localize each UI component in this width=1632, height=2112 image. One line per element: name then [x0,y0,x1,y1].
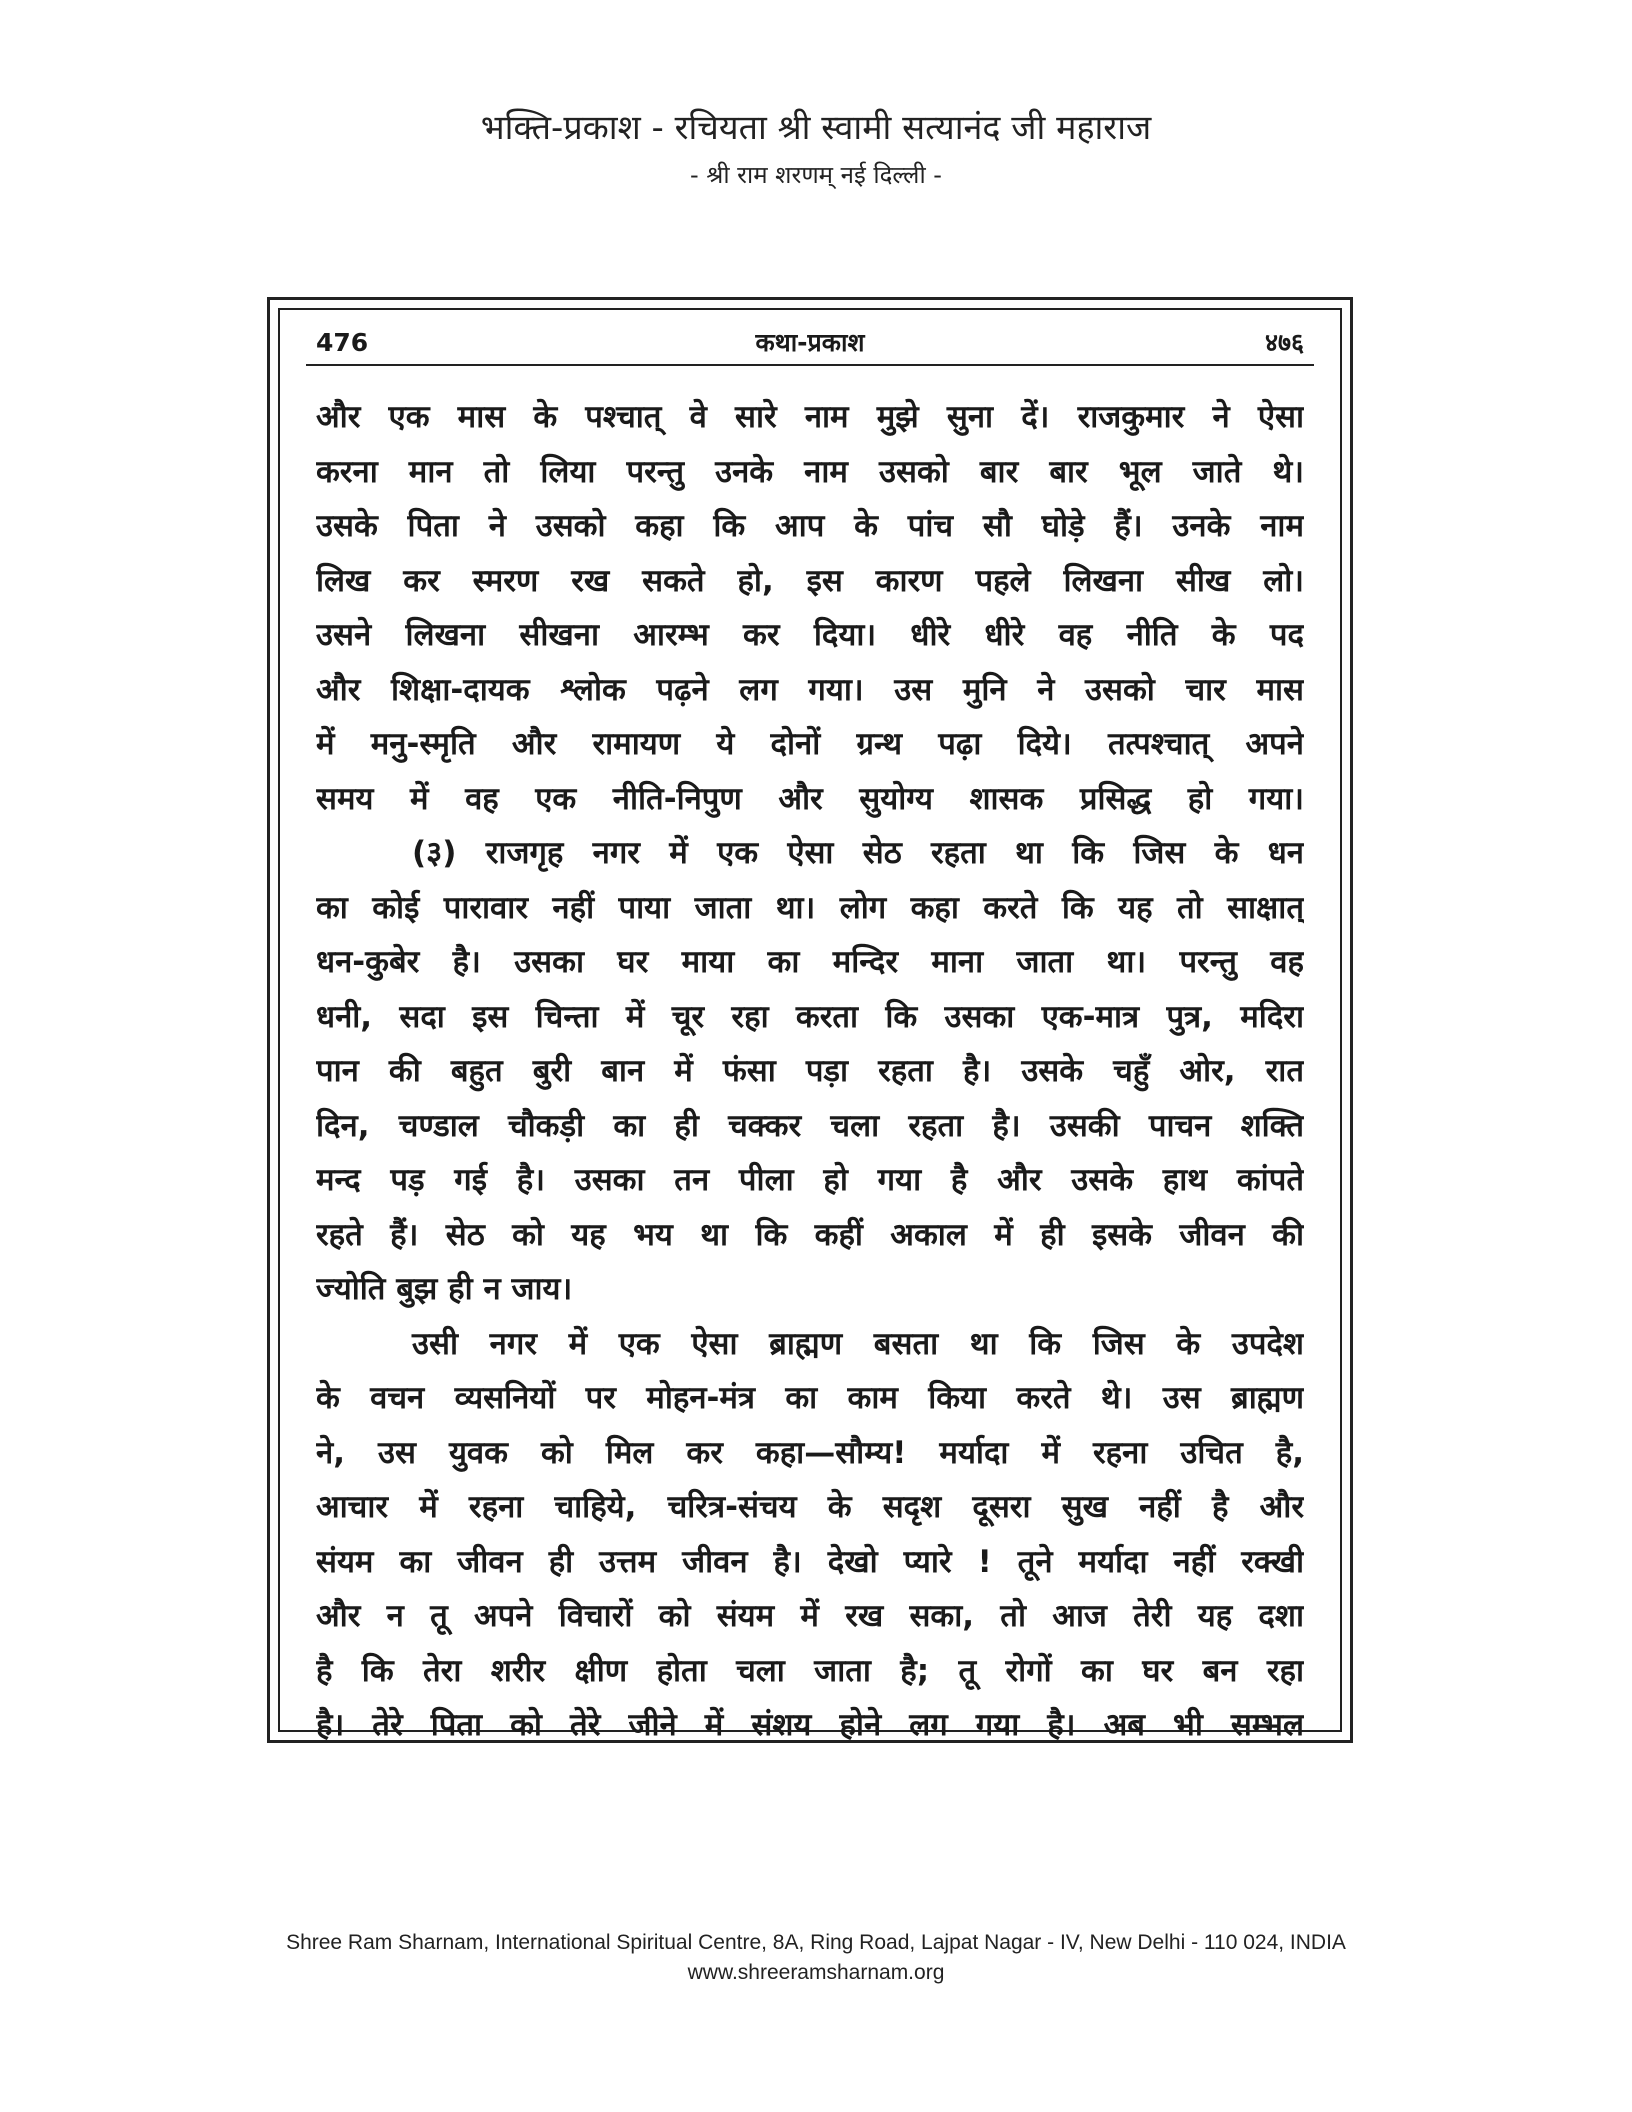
text-line: ने, उस युवक को मिल कर कहा—सौम्य! मर्यादा में रहना उचित है, [316,1434,1304,1471]
page-frame-inner [278,308,1342,1743]
text-line: पान की बहुत बुरी बान में फंसा पड़ा रहता है। उसके चहुँ ओर, रात [316,1053,1304,1089]
body-text [316,390,1304,1753]
text-line: है। तेरे पिता को तेरे जीने में संशय होने लग गया है। अब भी सम्भल [316,1707,1304,1743]
document-header [0,105,1632,191]
text-line: संयम का जीवन ही उत्तम जीवन है। देखो प्यारे ! तूने मर्यादा नहीं रक्खी [316,1543,1304,1580]
page-frame [267,297,1353,1743]
text-line: और शिक्षा-दायक श्लोक पढ़ने लग गया। उस मुनि ने उसको चार मास [316,671,1304,708]
paragraph-start-line: (३) राजगृह नगर में एक ऐसा सेठ रहता था कि जिस के धन [412,835,1304,871]
text-line: उसने लिखना सीखना आरम्भ कर दिया। धीरे धीरे वह नीति के पद [316,617,1304,653]
text-line: मन्द पड़ गई है। उसका तन पीला हो गया है और उसके हाथ कांपते [316,1162,1304,1198]
text-line: और एक मास के पश्चात् वे सारे नाम मुझे सुना दें। राजकुमार ने ऐसा [316,399,1304,435]
page-running-header [306,322,1314,366]
publisher-line: - श्री राम शरणम् नई दिल्ली - [690,161,942,189]
footer-address: Shree Ram Sharnam, International Spiritual Centre, 8A, Ring Road, Lajpat Nagar - IV, New Delhi - 110 024, INDIA [286,1931,1346,1954]
text-line: के वचन व्यसनियों पर मोहन-मंत्र का काम किया करते थे। उस ब्राह्मण [316,1380,1304,1416]
chapter-title: कथा-प्रकाश [755,328,865,357]
page-number-arabic: 476 [316,328,369,357]
paragraph-start-line: उसी नगर में एक ऐसा ब्राह्मण बसता था कि जिस के उपदेश [412,1325,1304,1362]
text-line: है कि तेरा शरीर क्षीण होता चला जाता है; तू रोगों का घर बन रहा [316,1652,1304,1689]
text-line: में मनु-स्मृति और रामायण ये दोनों ग्रन्थ पढ़ा दिये। तत्पश्चात् अपने [316,726,1304,762]
text-line: धन-कुबेर है। उसका घर माया का मन्दिर माना जाता था। परन्तु वह [316,944,1304,980]
book-title: भक्ति-प्रकाश - रचियता श्री स्वामी सत्यानंद जी महाराज [480,108,1152,148]
text-line: करना मान तो लिया परन्तु उनके नाम उसको बार बार भूल जाते थे। [316,453,1304,490]
text-line: का कोई पारावार नहीं पाया जाता था। लोग कहा करते कि यह तो साक्षात् [316,889,1304,926]
paragraph-end-line: ज्योति बुझ ही न जाय। [316,1271,573,1307]
text-line: उसके पिता ने उसको कहा कि आप के पांच सौ घोड़े हैं। उनके नाम [316,508,1304,544]
text-line: धनी, सदा इस चिन्ता में चूर रहा करता कि उसका एक-मात्र पुत्र, मदिरा [316,998,1304,1035]
text-line: समय में वह एक नीति-निपुण और सुयोग्य शासक प्रसिद्ध हो गया। [316,780,1304,817]
text-line: और न तू अपने विचारों को संयम में रख सका, तो आज तेरी यह दशा [316,1598,1304,1634]
text-line: आचार में रहना चाहिये, चरित्र-संचय के सदृश दूसरा सुख नहीं है और [316,1489,1304,1525]
footer-website: www.shreeramsharnam.org [687,1961,945,1984]
text-line: दिन, चण्डाल चौकड़ी का ही चक्कर चला रहता है। उसकी पाचन शक्ति [316,1107,1304,1144]
text-line: रहते हैं। सेठ को यह भय था कि कहीं अकाल में ही इसके जीवन की [316,1216,1304,1253]
page-number-devanagari: ४७६ [1264,328,1304,357]
document-footer [0,1928,1632,1988]
text-line: लिख कर स्मरण रख सकते हो, इस कारण पहले लिखना सीख लो। [316,562,1304,599]
